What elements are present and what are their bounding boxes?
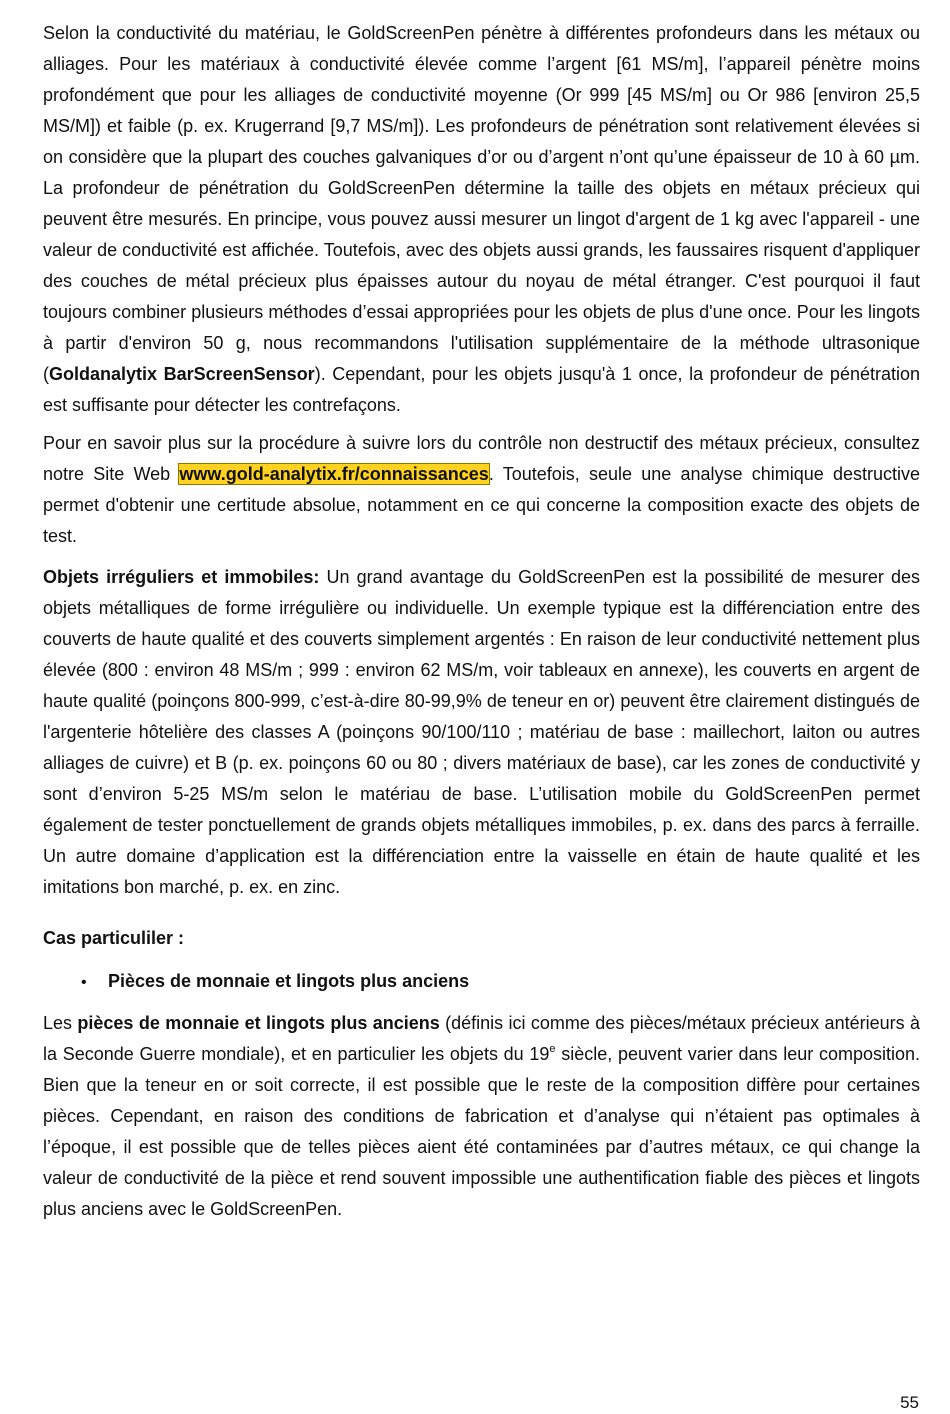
paragraph-text: Un grand avantage du GoldScreenPen est la possibilité de mesurer des objets métalliques de forme irrégulière ou individuelle. Un exemple typique est la différenciation entre des couverts de haute qualité et des couverts simplement argentés : En raison de leur conductivité nettement plus élevée (800 : environ 48 MS/m ; 999 : environ 62 MS/m, voir tableaux en annexe), les couverts en argent de haute qualité (poinçons 800-999, c’est-à-dire 80-99,9% de teneur en or) peuvent être clairement distingués de l'argenterie hôtelière des classes A (poinçons 90/100/110 ; matériau de base : maillechort, laiton ou autres alliages de cuivre) et B (p. ex. poinçons 60 ou 80 ; divers matériaux de base), car les zones de conductivité y sont d’environ 5-25 MS/m selon le matériau de base. L’utilisation mobile du GoldScreenPen permet également de tester ponctuellement de grands objets métalliques immobiles, p. ex. dans des parcs à ferraille. Un autre domaine d’application est la différenciation entre la vaisselle en étain de haute qualité et les imitations bon marché, p. ex. en zinc. (43, 567, 920, 897)
page-number: 55 (900, 1393, 919, 1412)
bullet-icon: • (81, 974, 87, 991)
paragraph-text: ). Cependant, pour les objets jusqu'à 1 once, la profondeur de pénétration est suffisante pour détecter les contrefaçons. (43, 364, 921, 415)
document-page (43, 18, 920, 1225)
paragraph-text: Selon la conductivité du matériau, le GoldScreenPen pénètre à différentes profondeurs dans les métaux ou alliages. Pour les matériaux à conductivité élevée comme l’argent [61 MS/m], l’appareil pénètre moins profondément que pour les alliages de conductivité moyenne (Or 999 [45 MS/m] ou Or 986 [environ 25,5 MS/M]) et faible (p. ex. Krugerrand [9,7 MS/m]). Les profondeurs de pénétration sont relativement élevées si on considère que la plupart des couches galvaniques d’or ou d’argent n’ont qu’une épaisseur de 10 à 60 µm. La profondeur de pénétration du GoldScreenPen détermine la taille des objets en métaux précieux qui peuvent être mesurés. En principe, vous pouvez aussi mesurer un lingot d'argent de 1 kg avec l'appareil - une valeur de conductivité est affichée. Toutefois, avec des objets aussi grands, les faussaires risquent d'appliquer des couches de métal précieux plus épaisses autour du noyau de métal étranger. C'est pourquoi il faut toujours combiner plusieurs méthodes d’essai appropriées pour les objets de plus d'une once. Pour les lingots à partir d'environ 50 g, nous recommandons l'utilisation supplémentaire de la méthode ultrasonique ( (43, 23, 920, 384)
paragraph-lead-in: Objets irréguliers et immobiles: (43, 567, 320, 587)
paragraph-text: siècle, peuvent varier dans leur composition. Bien que la teneur en or soit correcte, il est possible que le reste de la composition diffère pour certaines pièces. Cependant, en raison des conditions de fabrication et d’analyse qui n’étaient pas optimales à l’époque, il est possible que de telles pièces aient été contaminées par d’autres métaux, ce qui change la valeur de conductivité de la pièce et rend souvent impossible une authentification fiable des pièces et lingots plus anciens avec le GoldScreenPen. (43, 1044, 921, 1219)
paragraph-penetration-depth (43, 18, 920, 421)
section-heading: Cas particuliler : (43, 928, 185, 948)
bold-term: pièces de monnaie et lingots plus anciens (77, 1013, 440, 1033)
paragraph-text: Pour en savoir plus sur la procédure à suivre lors du contrôle non destructif des métaux précieux, consultez notre Site Web (43, 433, 920, 484)
bullet-item (43, 966, 920, 998)
paragraph-older-coins (43, 1008, 920, 1225)
bullet-label: Pièces de monnaie et lingots plus anciens (108, 971, 470, 991)
paragraph-website (43, 428, 920, 552)
website-link[interactable]: www.gold-analytix.fr/connaissances (179, 464, 489, 484)
bold-product-name: Goldanalytix BarScreenSensor (49, 364, 315, 384)
superscript: e (549, 1043, 556, 1055)
paragraph-irregular-objects (43, 562, 920, 903)
paragraph-text: Les (43, 1013, 78, 1033)
paragraph-text: (définis ici comme des pièces/métaux précieux antérieurs à la Seconde Guerre mondiale), et en particulier les objets du 19 (43, 1013, 920, 1064)
paragraph-text: . Toutefois, seule une analyse chimique destructive permet d'obtenir une certitude absolue, notamment en ce qui concerne la composition exacte des objets de test. (43, 464, 921, 546)
